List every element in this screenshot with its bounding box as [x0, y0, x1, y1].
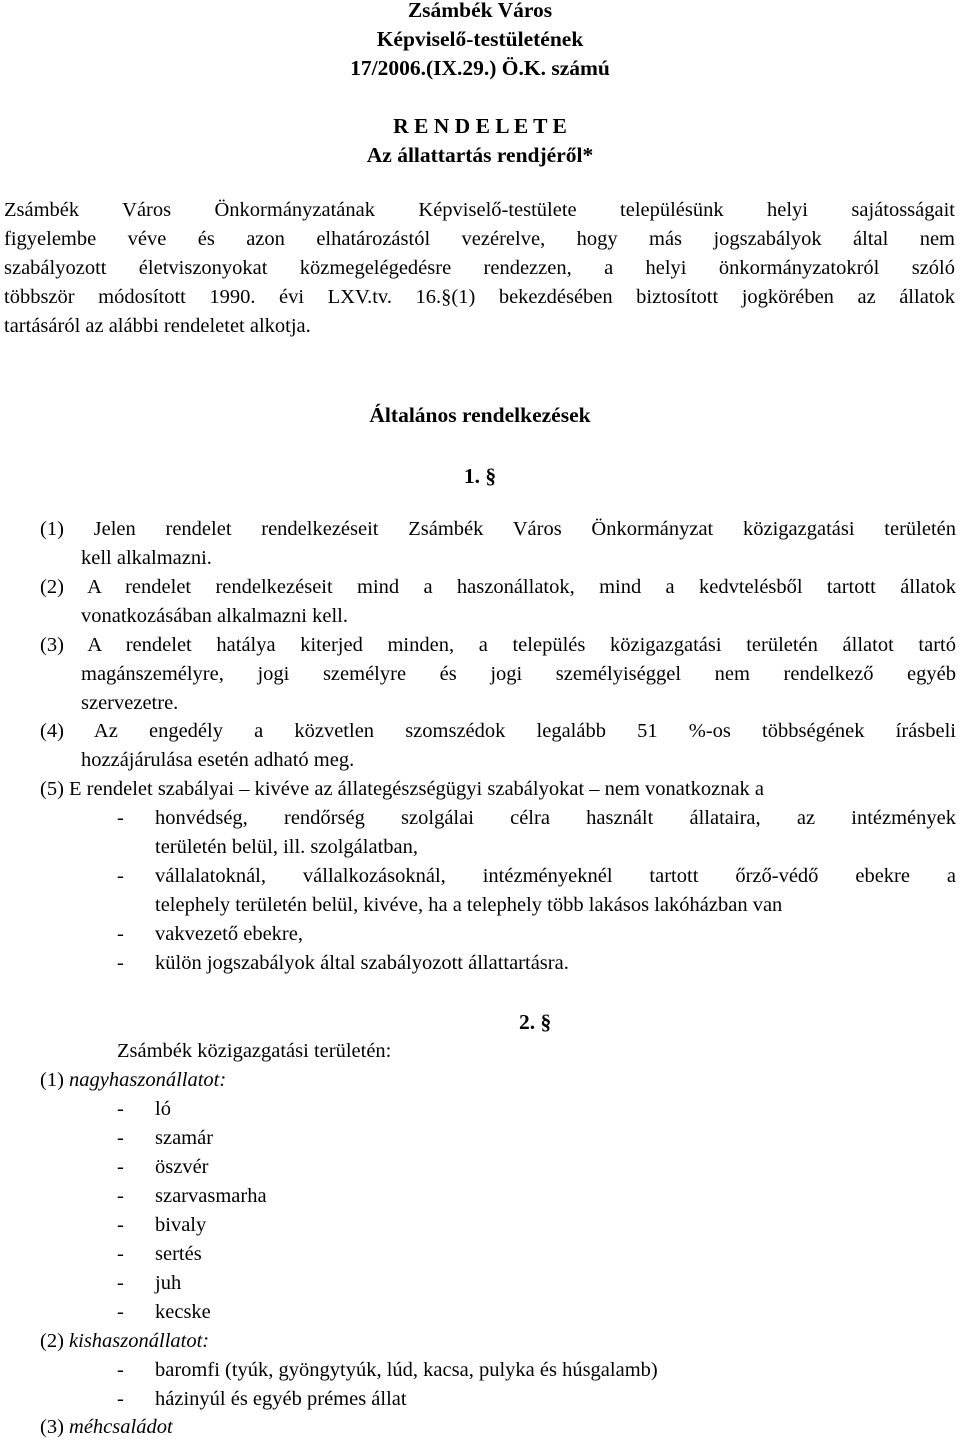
paragraph-1-4: (4) Az engedély a közvetlen szomszédok legalább 51 %-os többségének írásbeli hozzájárulása esetén adható meg. [40, 720, 956, 771]
list-dash: - [117, 1243, 124, 1265]
exception-item: - honvédség, rendőrség szolgálai célra használt állataira, az intézmények területén belül, ill. szolgálatban, [117, 807, 956, 858]
list-item-text: baromfi (tyúk, gyöngytyúk, lúd, kacsa, pulyka és húsgalamb) [155, 1359, 658, 1381]
list-dash: - [117, 1388, 124, 1410]
list-item [0, 1211, 960, 1240]
list-item [0, 1124, 960, 1153]
list-item-text: szarvasmarha [155, 1185, 267, 1207]
list-dash: - [117, 1272, 124, 1294]
list-dash: - [117, 1185, 124, 1207]
header-body: Képviselő-testületének [376, 27, 584, 51]
list-item [0, 1356, 960, 1385]
exception-item: - külön jogszabályok által szabályozott állattartásra. [117, 952, 569, 974]
title-rendelete: R E N D E L E T E [393, 114, 567, 138]
list-item-text: szamár [155, 1127, 214, 1149]
title-subject: Az állattartás rendjéről* [366, 143, 594, 167]
paragraph-1-1: (1) Jelen rendelet rendelkezéseit Zsámbék Város Önkormányzat közigazgatási területén kell alkalmazni. [40, 518, 956, 569]
preamble-line: Zsámbék Város Önkormányzatának Képviselő-testülete településünk helyi sajátosságait [4, 199, 955, 221]
paragraph-number-2: 2. § [519, 1010, 552, 1034]
paragraph-number-1: 1. § [463, 464, 497, 488]
header-number: 17/2006.(IX.29.) Ö.K. számú [350, 56, 610, 80]
list-item [0, 1153, 960, 1182]
preamble-line: többször módosított 1990. évi LXV.tv. 16.§(1) bekezdésében biztosított jogkörében az állatok [4, 286, 955, 308]
list-item [0, 1298, 960, 1327]
list-item [0, 1095, 960, 1124]
header-city: Zsámbék Város [407, 0, 553, 22]
paragraph-2-1: (1) nagyhaszonállatot: [40, 1069, 227, 1091]
paragraph-2-2: (2) kishaszonállatot: [40, 1330, 210, 1352]
list-item [0, 1385, 960, 1414]
preamble-line: szabályozott életviszonyokat közmegelégedésre rendezzen, a helyi önkormányzatokról szóló [4, 257, 955, 279]
document-header [0, 0, 960, 83]
exception-item: - vállalatoknál, vállalkozásoknál, intézményeknél tartott őrző-védő ebekre a telephely területén belül, kivéve, ha a telephely több lakásos lakóházban van [117, 865, 956, 916]
list-item [0, 1182, 960, 1211]
paragraph-1-2: (2) A rendelet rendelkezéseit mind a haszonállatok, mind a kedvtelésből tartott állatok vonatkozásában alkalmazni kell. [40, 576, 956, 627]
paragraph-1-3: (3) A rendelet hatálya kiterjed minden, a település közigazgatási területén állatot tartó magánszemélyre, jogi személyre és jogi személyiséggel nem rendelkező egyéb szervezetre. [40, 634, 956, 714]
list-item-text: öszvér [155, 1156, 209, 1178]
preamble-line: tartásáról az alábbi rendeletet alkotja. [4, 315, 311, 337]
list-item [0, 1269, 960, 1298]
list-item-text: házinyúl és egyéb prémes állat [155, 1388, 407, 1410]
list-item-text: ló [155, 1098, 171, 1120]
preamble-line: figyelembe véve és azon elhatározástól vezérelve, hogy más jogszabályok által nem [4, 228, 955, 250]
section2-intro: Zsámbék közigazgatási területén: [117, 1040, 392, 1062]
list-dash: - [117, 1359, 124, 1381]
document-title [0, 112, 960, 170]
list-dash: - [117, 1156, 124, 1178]
paragraph-1-5: (5) E rendelet szabályai – kivéve az állategészségügyi szabályokat – nem vonatkoznak a [40, 778, 765, 800]
list-dash: - [117, 1301, 124, 1323]
paragraph-2-3: (3) méhcsaládot [40, 1416, 173, 1438]
exception-item: - vakvezető ebekre, [117, 923, 303, 945]
list-item-text: juh [155, 1272, 182, 1294]
section-heading-general: Általános rendelkezések [369, 403, 591, 427]
list-item-text: kecske [155, 1301, 211, 1323]
list-dash: - [117, 1098, 124, 1120]
list-item-text: bivaly [155, 1214, 207, 1236]
list-item-text: sertés [155, 1243, 202, 1265]
list-dash: - [117, 1127, 124, 1149]
list-dash: - [117, 1214, 124, 1236]
preamble [0, 196, 960, 341]
list-item [0, 1240, 960, 1269]
